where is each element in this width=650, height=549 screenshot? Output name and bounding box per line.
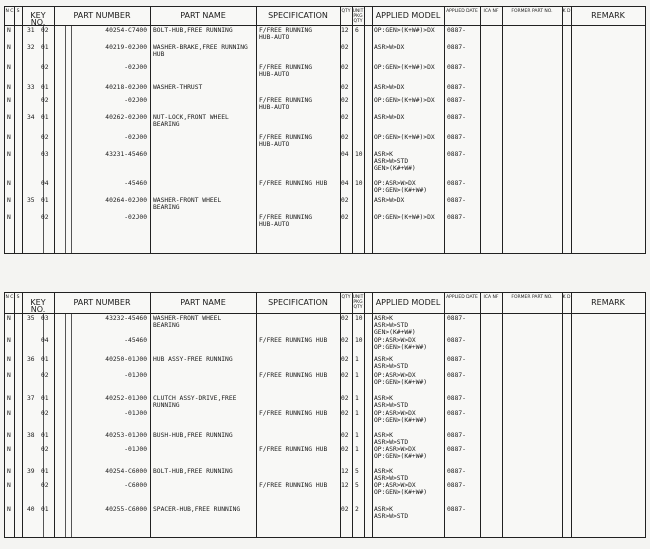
cell-key-sub: 02 xyxy=(41,410,49,417)
cell-specification: F/FREE RUNNING HUB-AUTO xyxy=(259,97,313,111)
cell-nc: N xyxy=(7,506,11,513)
cell-applied-model: OP:ASR>W>DX OP:GEN>(K#+W#) xyxy=(374,446,428,460)
cell-part-number: -C6000 xyxy=(124,482,147,489)
cell-part-number: 40262-02J00 xyxy=(105,114,147,121)
header-kd: K D xyxy=(562,295,571,300)
cell-key-no: 39 xyxy=(27,468,35,475)
cell-applied-model: OP:ASR>W>DX OP:GEN>(K#+W#) xyxy=(374,372,428,386)
header-specification: SPECIFICATION xyxy=(268,298,328,307)
cell-applied-date: 0887- xyxy=(447,315,466,322)
cell-nc: N xyxy=(7,372,11,379)
cell-part-name: BOLT-HUB,FREE RUNNING xyxy=(153,27,233,34)
column-divider xyxy=(352,293,353,537)
cell-applied-date: 0887- xyxy=(447,337,466,344)
cell-qty: 02 xyxy=(341,410,349,417)
cell-applied-date: 0887- xyxy=(447,97,466,104)
cell-key-sub: 01 xyxy=(41,84,49,91)
cell-applied-model: ASR>K ASR>W>STD xyxy=(374,468,409,482)
cell-key-no: 35 xyxy=(27,197,35,204)
cell-part-number: -02J00 xyxy=(124,134,147,141)
cell-key-no: 32 xyxy=(27,44,35,51)
cell-applied-date: 0887- xyxy=(447,114,466,121)
cell-key-sub: 01 xyxy=(41,432,49,439)
cell-unit-qty: 1 xyxy=(355,432,359,439)
cell-key-no: 38 xyxy=(27,432,35,439)
header-unit-pkg-qty: UNIT PKG QTY xyxy=(352,295,364,310)
cell-key-sub: 02 xyxy=(41,372,49,379)
cell-applied-date: 0887- xyxy=(447,134,466,141)
cell-qty: 02 xyxy=(341,315,349,322)
column-divider xyxy=(372,293,373,537)
cell-specification: F/FREE RUNNING HUB xyxy=(259,337,328,344)
cell-part-number: 43231-45460 xyxy=(105,151,147,158)
cell-key-sub: 01 xyxy=(41,356,49,363)
cell-key-sub: 01 xyxy=(41,197,49,204)
cell-part-number: -02J00 xyxy=(124,97,147,104)
cell-nc: N xyxy=(7,315,11,322)
cell-qty: 12 xyxy=(341,468,349,475)
cell-part-number: -45460 xyxy=(124,337,147,344)
cell-part-number: -02J00 xyxy=(124,214,147,221)
cell-applied-model: OP:GEN>(K+W#)>DX xyxy=(374,97,435,104)
cell-nc: N xyxy=(7,337,11,344)
cell-key-sub: 02 xyxy=(41,27,49,34)
cell-applied-date: 0887- xyxy=(447,27,466,34)
column-divider xyxy=(562,293,563,537)
cell-key-no: 40 xyxy=(27,506,35,513)
column-divider xyxy=(444,293,445,537)
cell-unit-qty: 10 xyxy=(355,151,363,158)
cell-key-sub: 01 xyxy=(41,44,49,51)
cell-applied-model: ASR>W>DX xyxy=(374,114,405,121)
cell-applied-model: OP:GEN>(K+W#)>DX xyxy=(374,27,435,34)
cell-key-sub: 03 xyxy=(41,151,49,158)
cell-key-no: 33 xyxy=(27,84,35,91)
cell-specification: F/FREE RUNNING HUB-AUTO xyxy=(259,64,313,78)
cell-nc: N xyxy=(7,134,11,141)
cell-qty: 12 xyxy=(341,27,349,34)
cell-part-number: -01J00 xyxy=(124,372,147,379)
cell-key-sub: 04 xyxy=(41,180,49,187)
cell-key-sub: 01 xyxy=(41,468,49,475)
cell-unit-qty: 1 xyxy=(355,395,359,402)
cell-applied-date: 0887- xyxy=(447,482,466,489)
cell-part-name: BOLT-HUB,FREE RUNNING xyxy=(153,468,233,475)
cell-applied-model: OP:ASR>W>DX OP:GEN>(K#+W#) xyxy=(374,337,428,351)
header-applied-date: APPLIED DATE xyxy=(446,295,478,300)
cell-applied-date: 0887- xyxy=(447,214,466,221)
cell-applied-model: OP:ASR>W>DX OP:GEN>(K#+W#) xyxy=(374,410,428,424)
cell-applied-date: 0887- xyxy=(447,446,466,453)
cell-nc: N xyxy=(7,44,11,51)
column-divider xyxy=(150,293,151,537)
cell-applied-model: ASR>W>DX xyxy=(374,84,405,91)
cell-applied-model: ASR>K ASR>W>STD xyxy=(374,356,409,370)
header-qty: QTY xyxy=(341,295,351,300)
cell-key-no: 36 xyxy=(27,356,35,363)
cell-key-sub: 01 xyxy=(41,114,49,121)
cell-applied-date: 0887- xyxy=(447,395,466,402)
cell-unit-qty: 1 xyxy=(355,410,359,417)
cell-qty: 02 xyxy=(341,214,349,221)
cell-nc: N xyxy=(7,468,11,475)
cell-specification: F/FREE RUNNING HUB xyxy=(259,180,328,187)
header-s: S xyxy=(16,295,20,300)
cell-nc: N xyxy=(7,151,11,158)
cell-applied-model: ASR>K ASR>W>STD GEN>(K#+W#) xyxy=(374,151,416,172)
column-divider xyxy=(14,293,15,537)
cell-nc: N xyxy=(7,482,11,489)
cell-qty: 02 xyxy=(341,114,349,121)
cell-part-name: WASHER-FRONT WHEEL BEARING xyxy=(153,197,222,211)
column-divider xyxy=(502,293,503,537)
cell-specification: F/FREE RUNNING HUB-AUTO xyxy=(259,27,313,41)
cell-part-name: CLUTCH ASSY-DRIVE,FREE RUNNING xyxy=(153,395,237,409)
cell-nc: N xyxy=(7,197,11,204)
cell-nc: N xyxy=(7,432,11,439)
cell-applied-model: ASR>K ASR>W>STD xyxy=(374,432,409,446)
cell-qty: 02 xyxy=(341,395,349,402)
cell-part-name: WASHER-BRAKE,FREE RUNNING HUB xyxy=(153,44,248,58)
cell-applied-model: OP:ASR>W>DX OP:GEN>(K#+W#) xyxy=(374,482,428,496)
cell-unit-qty: 10 xyxy=(355,337,363,344)
cell-unit-qty: 5 xyxy=(355,468,359,475)
cell-part-name: SPACER-HUB,FREE RUNNING xyxy=(153,506,241,513)
cell-applied-date: 0887- xyxy=(447,64,466,71)
cell-nc: N xyxy=(7,114,11,121)
cell-part-number: 40264-02J00 xyxy=(105,197,147,204)
parts-table-2 xyxy=(4,292,646,538)
cell-applied-date: 0887- xyxy=(447,468,466,475)
cell-applied-date: 0887- xyxy=(447,356,466,363)
cell-part-number: 40218-02J00 xyxy=(105,84,147,91)
cell-key-sub: 02 xyxy=(41,97,49,104)
header-applied-date: APPLIED DATE xyxy=(446,9,478,14)
cell-key-sub: 02 xyxy=(41,64,49,71)
column-divider xyxy=(256,293,257,537)
header-applied-model: APPLIED MODEL xyxy=(375,298,441,307)
cell-applied-model: OP:GEN>(K+W#)>DX xyxy=(374,64,435,71)
cell-qty: 02 xyxy=(341,197,349,204)
cell-nc: N xyxy=(7,410,11,417)
cell-nc: N xyxy=(7,64,11,71)
cell-unit-qty: 6 xyxy=(355,27,359,34)
cell-key-no: 35 xyxy=(27,315,35,322)
cell-part-number: -02J00 xyxy=(124,64,147,71)
cell-specification: F/FREE RUNNING HUB-AUTO xyxy=(259,134,313,148)
cell-applied-model: ASR>W>DX xyxy=(374,197,405,204)
cell-nc: N xyxy=(7,27,11,34)
cell-part-name: BUSH-HUB,FREE RUNNING xyxy=(153,432,233,439)
cell-applied-model: OP:ASR>W>DX OP:GEN>(K#+W#) xyxy=(374,180,428,194)
cell-applied-date: 0887- xyxy=(447,506,466,513)
cell-key-sub: 01 xyxy=(41,506,49,513)
header-part-name: PART NAME xyxy=(180,11,226,20)
header-nc: N C xyxy=(5,9,14,14)
cell-qty: 02 xyxy=(341,44,349,51)
column-divider xyxy=(71,313,72,537)
cell-part-name: HUB ASSY-FREE RUNNING xyxy=(153,356,233,363)
cell-unit-qty: 10 xyxy=(355,180,363,187)
cell-unit-qty: 1 xyxy=(355,356,359,363)
cell-part-number: -45460 xyxy=(124,180,147,187)
cell-specification: F/FREE RUNNING HUB xyxy=(259,372,328,379)
cell-applied-date: 0887- xyxy=(447,372,466,379)
cell-qty: 02 xyxy=(341,84,349,91)
cell-key-sub: 01 xyxy=(41,395,49,402)
header-ica-nf: ICA NF xyxy=(483,295,499,300)
cell-part-number: 40250-01J00 xyxy=(105,356,147,363)
header-divider xyxy=(5,313,645,314)
cell-applied-date: 0887- xyxy=(447,180,466,187)
header-part-name: PART NAME xyxy=(180,298,226,307)
cell-part-name: WASHER-THRUST xyxy=(153,84,203,91)
cell-key-sub: 02 xyxy=(41,134,49,141)
cell-key-sub: 04 xyxy=(41,337,49,344)
column-divider xyxy=(571,293,572,537)
cell-qty: 04 xyxy=(341,180,349,187)
cell-unit-qty: 10 xyxy=(355,315,363,322)
cell-nc: N xyxy=(7,395,11,402)
cell-part-number: -01J00 xyxy=(124,446,147,453)
cell-qty: 02 xyxy=(341,372,349,379)
cell-qty: 02 xyxy=(341,432,349,439)
header-former-part-no: FORMER PART NO. xyxy=(511,295,553,300)
header-specification: SPECIFICATION xyxy=(268,11,328,20)
cell-unit-qty: 1 xyxy=(355,446,359,453)
cell-qty: 02 xyxy=(341,356,349,363)
cell-applied-date: 0887- xyxy=(447,84,466,91)
cell-specification: F/FREE RUNNING HUB xyxy=(259,446,328,453)
cell-key-sub: 02 xyxy=(41,214,49,221)
cell-applied-date: 0887- xyxy=(447,44,466,51)
column-divider xyxy=(43,313,44,537)
column-divider xyxy=(22,293,23,537)
cell-part-number: 40253-01J00 xyxy=(105,432,147,439)
cell-nc: N xyxy=(7,84,11,91)
cell-part-number: 40254-C7400 xyxy=(105,27,147,34)
cell-applied-model: OP:GEN>(K+W#)>DX xyxy=(374,134,435,141)
cell-part-number: 40254-C6000 xyxy=(105,468,147,475)
cell-qty: 12 xyxy=(341,482,349,489)
cell-key-sub: 02 xyxy=(41,482,49,489)
column-divider xyxy=(480,293,481,537)
cell-applied-date: 0887- xyxy=(447,197,466,204)
cell-qty: 02 xyxy=(341,64,349,71)
cell-part-number: 40252-01J00 xyxy=(105,395,147,402)
cell-nc: N xyxy=(7,214,11,221)
header-key-no: KEY NO. xyxy=(30,11,46,27)
cell-nc: N xyxy=(7,356,11,363)
cell-key-no: 37 xyxy=(27,395,35,402)
cell-unit-qty: 2 xyxy=(355,506,359,513)
cell-qty: 02 xyxy=(341,446,349,453)
cell-specification: F/FREE RUNNING HUB xyxy=(259,410,328,417)
cell-qty: 04 xyxy=(341,151,349,158)
cell-key-sub: 02 xyxy=(41,446,49,453)
header-remark: REMARK xyxy=(591,11,625,20)
header-part-number: PART NUMBER xyxy=(73,298,131,307)
header-remark: REMARK xyxy=(591,298,625,307)
cell-part-number: 40255-C6000 xyxy=(105,506,147,513)
cell-qty: 02 xyxy=(341,506,349,513)
cell-key-sub: 03 xyxy=(41,315,49,322)
cell-qty: 02 xyxy=(341,337,349,344)
cell-applied-date: 0887- xyxy=(447,151,466,158)
header-ica-nf: ICA NF xyxy=(483,9,499,14)
cell-applied-model: ASR>K ASR>W>STD GEN>(K#+W#) xyxy=(374,315,416,336)
cell-nc: N xyxy=(7,180,11,187)
cell-unit-qty: 5 xyxy=(355,482,359,489)
cell-part-number: 43232-45460 xyxy=(105,315,147,322)
cell-qty: 02 xyxy=(341,134,349,141)
header-part-number: PART NUMBER xyxy=(73,11,131,20)
header-nc: N C xyxy=(5,295,14,300)
header-unit-pkg-qty: UNIT PKG QTY xyxy=(352,9,364,24)
cell-unit-qty: 1 xyxy=(355,372,359,379)
header-applied-model: APPLIED MODEL xyxy=(375,11,441,20)
cell-applied-model: ASR>K ASR>W>STD xyxy=(374,395,409,409)
header-s: S xyxy=(16,9,20,14)
cell-applied-date: 0887- xyxy=(447,410,466,417)
cell-specification: F/FREE RUNNING HUB xyxy=(259,482,328,489)
header-qty: QTY xyxy=(341,9,351,14)
cell-part-name: NUT-LOCK,FRONT WHEEL BEARING xyxy=(153,114,229,128)
cell-nc: N xyxy=(7,446,11,453)
cell-applied-model: OP:GEN>(K+W#)>DX xyxy=(374,214,435,221)
cell-part-number: 40219-02J00 xyxy=(105,44,147,51)
cell-key-no: 34 xyxy=(27,114,35,121)
cell-nc: N xyxy=(7,97,11,104)
header-former-part-no: FORMER PART NO. xyxy=(511,9,553,14)
cell-applied-model: ASR>W>DX xyxy=(374,44,405,51)
cell-part-number: -01J00 xyxy=(124,410,147,417)
cell-part-name: WASHER-FRONT WHEEL BEARING xyxy=(153,315,222,329)
header-kd: K D xyxy=(562,9,571,14)
column-divider xyxy=(65,313,66,537)
cell-specification: F/FREE RUNNING HUB-AUTO xyxy=(259,214,313,228)
cell-applied-model: ASR>K ASR>W>STD xyxy=(374,506,409,520)
cell-applied-date: 0887- xyxy=(447,432,466,439)
cell-key-no: 31 xyxy=(27,27,35,34)
header-key-no: KEY NO. xyxy=(30,298,46,314)
cell-qty: 02 xyxy=(341,97,349,104)
column-divider xyxy=(364,293,365,537)
